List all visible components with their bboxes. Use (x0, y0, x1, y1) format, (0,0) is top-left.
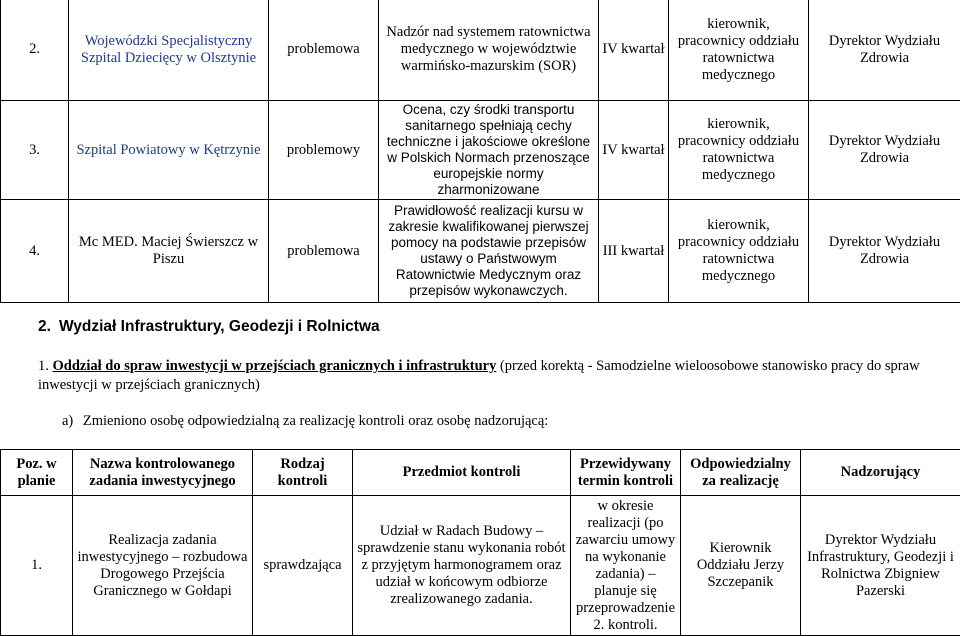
responsible-person: kierownik, pracownicy oddziału ratownictwa medycznego (669, 0, 809, 101)
row-number: 4. (1, 200, 69, 303)
control-type: sprawdzająca (253, 496, 353, 636)
responsible-person: kierownik, pracownicy oddziału ratownictwa medycznego (669, 200, 809, 303)
table-row (1, 496, 960, 636)
task-name: Realizacja zadania inwestycyjnego – rozbudowa Drogowego Przejścia Granicznego w Gołdapi (73, 496, 253, 636)
unit-name: Mc MED. Maciej Świerszcz w Piszu (69, 200, 269, 303)
header-term: Przewidywany termin kontroli (571, 450, 681, 496)
control-term: III kwartał (599, 200, 669, 303)
control-term: IV kwartał (599, 101, 669, 200)
control-term: IV kwartał (599, 0, 669, 101)
control-term: w okresie realizacji (po zawarciu umowy na wykonanie zadania) – planuje się przeprowadzenie 2. kontroli. (571, 496, 681, 636)
top-control-table (0, 0, 960, 303)
row-number: 3. (1, 101, 69, 200)
header-responsible: Odpowiedzialny za realizację (681, 450, 801, 496)
table-header-row (1, 450, 960, 496)
control-subject: Udział w Radach Budowy – sprawdzenie stanu wykonania robót z przyjętym harmonogramem oraz udział w końcowym odbiorze zrealizowanego zadania. (353, 496, 571, 636)
table-row (1, 101, 960, 200)
header-control-type: Rodzaj kontroli (253, 450, 353, 496)
supervisor: Dyrektor Wydziału Zdrowia (809, 101, 960, 200)
responsible-person: kierownik, pracownicy oddziału ratownictwa medycznego (669, 101, 809, 200)
section-title: Wydział Infrastruktury, Geodezji i Rolnictwa (59, 318, 380, 335)
control-subject: Nadzór nad systemem ratownictwa medycznego w województwie warmińsko-mazurskim (SOR) (379, 0, 599, 101)
paragraph-note: (przed korektą - Samodzielne wieloosobowe stanowisko pracy do spraw inwestycji w przejściach granicznych) (38, 358, 920, 393)
section-heading (38, 318, 380, 336)
subpoint (62, 413, 548, 430)
bottom-control-table (0, 449, 960, 636)
row-number: 1. (1, 496, 73, 636)
department-name: Oddział do spraw inwestycji w przejściach granicznych i infrastruktury (53, 358, 497, 374)
row-number: 2. (1, 0, 69, 101)
table-row (1, 0, 960, 101)
department-paragraph (38, 357, 938, 395)
header-task-name: Nazwa kontrolowanego zadania inwestycyjnego (73, 450, 253, 496)
supervisor: Dyrektor Wydziału Zdrowia (809, 0, 960, 101)
control-type: problemowa (269, 200, 379, 303)
responsible-person: Kierownik Oddziału Jerzy Szczepanik (681, 496, 801, 636)
subpoint-text: Zmieniono osobę odpowiedzialną za realizację kontroli oraz osobę nadzorującą: (83, 413, 548, 429)
supervisor: Dyrektor Wydziału Infrastruktury, Geodezji i Rolnictwa Zbigniew Pazerski (801, 496, 960, 636)
subpoint-label: a) (62, 413, 73, 429)
control-type: problemowy (269, 101, 379, 200)
header-position: Poz. w planie (1, 450, 73, 496)
unit-name: Wojewódzki Specjalistyczny Szpital Dziecięcy w Olsztynie (69, 0, 269, 101)
control-type: problemowa (269, 0, 379, 101)
control-subject: Ocena, czy środki transportu sanitarnego spełniają cechy techniczne i jakościowe określone w Polskich Normach przenoszące europejskie normy zharmonizowane (379, 101, 599, 200)
supervisor: Dyrektor Wydziału Zdrowia (809, 200, 960, 303)
paragraph-number: 1. (38, 358, 49, 374)
control-subject: Prawidłowość realizacji kursu w zakresie kwalifikowanej pierwszej pomocy na podstawie przepisów ustawy o Państwowym Ratownictwie Medycznym oraz przepisów wykonawczych. (379, 200, 599, 303)
unit-name: Szpital Powiatowy w Kętrzynie (69, 101, 269, 200)
section-number: 2. (38, 318, 51, 335)
header-supervisor: Nadzorujący (801, 450, 960, 496)
header-control-subject: Przedmiot kontroli (353, 450, 571, 496)
table-row (1, 200, 960, 303)
